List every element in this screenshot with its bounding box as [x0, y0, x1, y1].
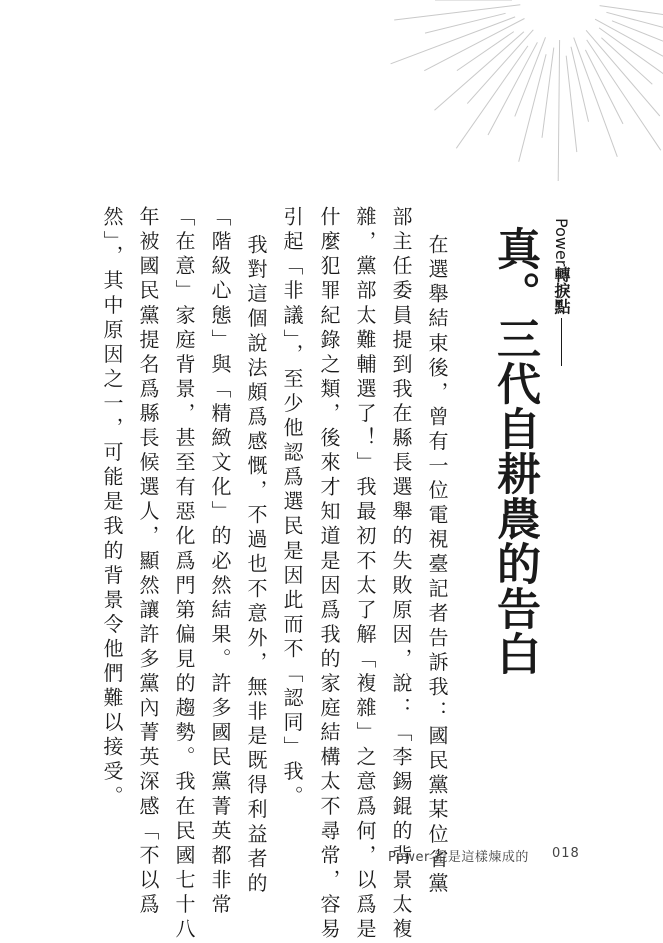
sunburst-ray: [574, 38, 618, 157]
paragraph-2-line-2: 「階級心態」與「精緻文化」的必然結果。許多國民黨菁英都非常: [208, 206, 232, 918]
paragraph-2-line-4: 年被國民黨提名爲縣長候選人，顯然讓許多黨內菁英深感「不以爲: [136, 206, 160, 918]
sunburst-ray: [457, 32, 514, 71]
paragraph-2-line-3: 「在意」家庭背景，甚至有惡化爲門第偏見的趨勢。我在民國七十八: [172, 206, 196, 943]
sunburst-ray: [600, 6, 663, 18]
running-title: Power 錕是這樣煉成的: [388, 850, 529, 865]
paragraph-2-line-5: 然」，其中原因之一，可能是我的背景令他們難以接受。: [100, 206, 124, 810]
paragraph-2-line-1: 我對這個說法頗爲感慨，不過也不意外，無非是既得利益者的: [244, 234, 268, 897]
sunburst-ray: [425, 13, 506, 33]
section-kicker: [553, 218, 569, 366]
sunburst-ray: [612, 21, 663, 67]
sunburst-ray: [571, 47, 589, 122]
sunburst-ray: [595, 19, 663, 66]
sunburst-ray: [585, 50, 623, 124]
paragraph-1-line-5: 引起「非議」，至少他認爲選民是因此而不「認同」我。: [280, 206, 304, 810]
page-number: 018: [552, 846, 580, 861]
sunburst-ray: [542, 48, 554, 138]
sunburst-ray: [394, 5, 520, 20]
sunburst-ray: [391, 17, 515, 64]
sunburst-ray: [587, 40, 661, 150]
sunburst-ray: [456, 46, 528, 148]
paragraph-1-line-2: 部主任委員提到我在縣長選舉的失敗原因，說：「李錫錕的背景太複: [389, 206, 413, 943]
kicker-rule: [561, 318, 562, 366]
paragraph-1-line-3: 雜，黨部太難輔選了！」我最初不太了解「複雜」之意爲何，以爲是: [353, 206, 377, 943]
chapter-heading: 真。三代自耕農的告白: [489, 226, 540, 676]
kicker-english: Power: [552, 218, 571, 267]
sunburst-ray: [566, 56, 577, 152]
page-footer: [0, 843, 663, 867]
kicker-chinese: 轉捩點: [552, 266, 571, 315]
sunburst-ray: [606, 12, 663, 39]
sunburst-ray: [558, 40, 559, 181]
paragraph-1-line-4: 什麼犯罪紀錄之類，後來才知道是因爲我的家庭結構太不尋常，容易: [317, 206, 341, 943]
paragraph-1-line-1: 在選舉結束後，曾有一位電視臺記者告訴我：國民黨某位省黨: [425, 234, 449, 897]
